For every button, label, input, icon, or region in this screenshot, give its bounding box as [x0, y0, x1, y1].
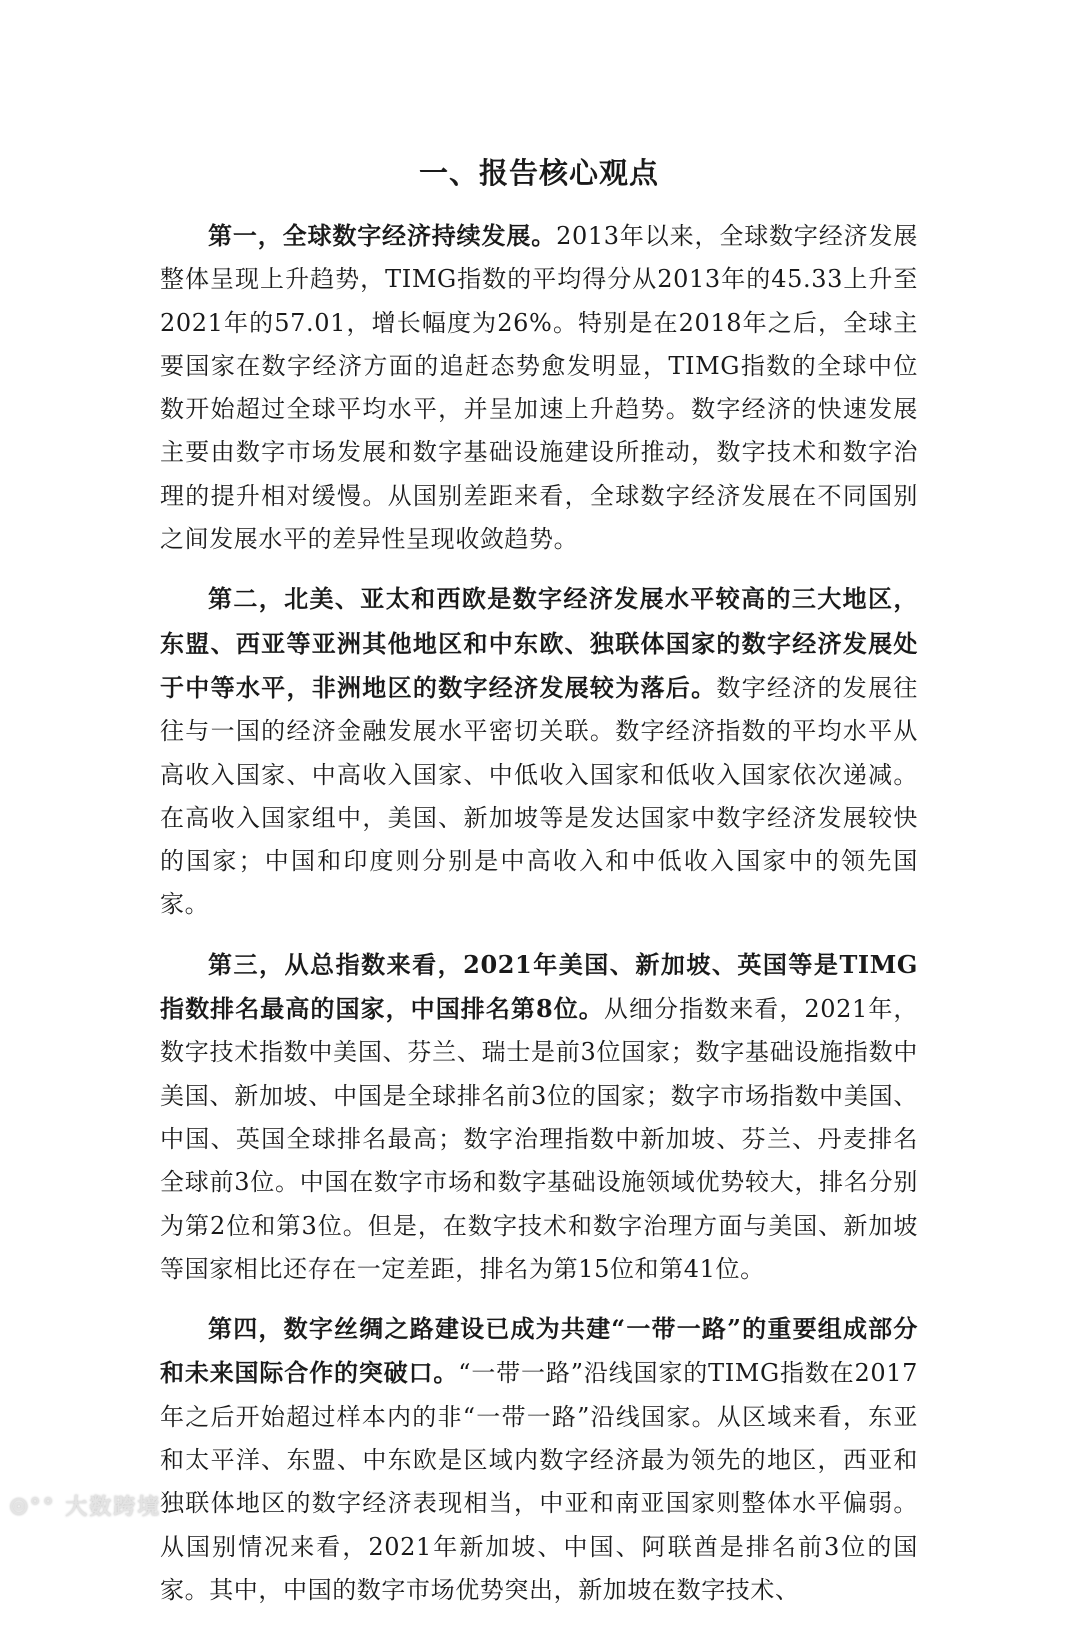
- paragraph-4: [160, 1307, 918, 1612]
- document-page: [160, 150, 918, 1628]
- paragraph-body: 从细分指数来看，2021年，数字技术指数中美国、芬兰、瑞士是前3位国家；数字基础设施指数中美国、新加坡、中国是全球排名前3位的国家；数字市场指数中美国、中国、英国全球排名最高；数字治理指数中新加坡、芬兰、丹麦排名全球前3位。中国在数字市场和数字基础设施领域优势较大，排名分别为第2位和第3位。但是，在数字技术和数字治理方面与美国、新加坡等国家相比还存在一定差距，排名为第15位和第41位。: [160, 995, 919, 1283]
- paragraph-lead: 第四，数字丝绸之路建设已成为共建“一带一路”的重要组成部分和未来国际合作的突破口。: [160, 1314, 918, 1388]
- watermark-logo: ⦾°° 大数跨境: [10, 1495, 162, 1520]
- paragraph-body: “一带一路”沿线国家的TIMG指数在2017年之后开始超过样本内的非“一带一路”沿线国家。从区域来看，东亚和太平洋、东盟、中东欧是区域内数字经济最为领先的地区，西亚和独联体地区的数字经济表现相当，中亚和南亚国家则整体水平偏弱。从国别情况来看，2021年新加坡、中国、阿联酋是排名前3位的国家。其中，中国的数字市场优势突出，新加坡在数字技术、: [160, 1359, 918, 1604]
- paragraph-1: [160, 214, 918, 561]
- paragraph-lead: 第三，从总指数来看，2021年美国、新加坡、英国等是TIMG指数排名最高的国家，中国排名第8位。: [160, 949, 918, 1024]
- paragraph-body: 2013年以来，全球数字经济发展整体呈现上升趋势，TIMG指数的平均得分从2013年的45.33上升至2021年的57.01，增长幅度为26%。特别是在2018年之后，全球主要国家在数字经济方面的追赶态势愈发明显，TIMG指数的全球中位数开始超过全球平均水平，并呈加速上升趋势。数字经济的快速发展主要由数字市场发展和数字基础设施建设所推动，数字技术和数字治理的提升相对缓慢。从国别差距来看，全球数字经济发展在不同国别之间发展水平的差异性呈现收敛趋势。: [160, 222, 918, 554]
- paragraph-2: [160, 577, 918, 926]
- watermark-text: 大数跨境: [65, 1495, 162, 1520]
- paragraph-lead: 第一，全球数字经济持续发展。: [208, 221, 557, 250]
- paragraph-lead: 第二，北美、亚太和西欧是数字经济发展水平较高的三大地区，东盟、西亚等亚洲其他地区和中东欧、独联体国家的数字经济发展处于中等水平，非洲地区的数字经济发展较为落后。: [160, 584, 918, 702]
- paragraph-3: [160, 943, 918, 1291]
- paragraph-body: 数字经济的发展往往与一国的经济金融发展水平密切关联。数字经济指数的平均水平从高收入国家、中高收入国家、中低收入国家和低收入国家依次递减。在高收入国家组中，美国、新加坡等是发达国家中数字经济发展较快的国家；中国和印度则分别是中高收入和中低收入国家中的领先国家。: [160, 673, 918, 919]
- section-title: 一、报告核心观点: [418, 156, 659, 190]
